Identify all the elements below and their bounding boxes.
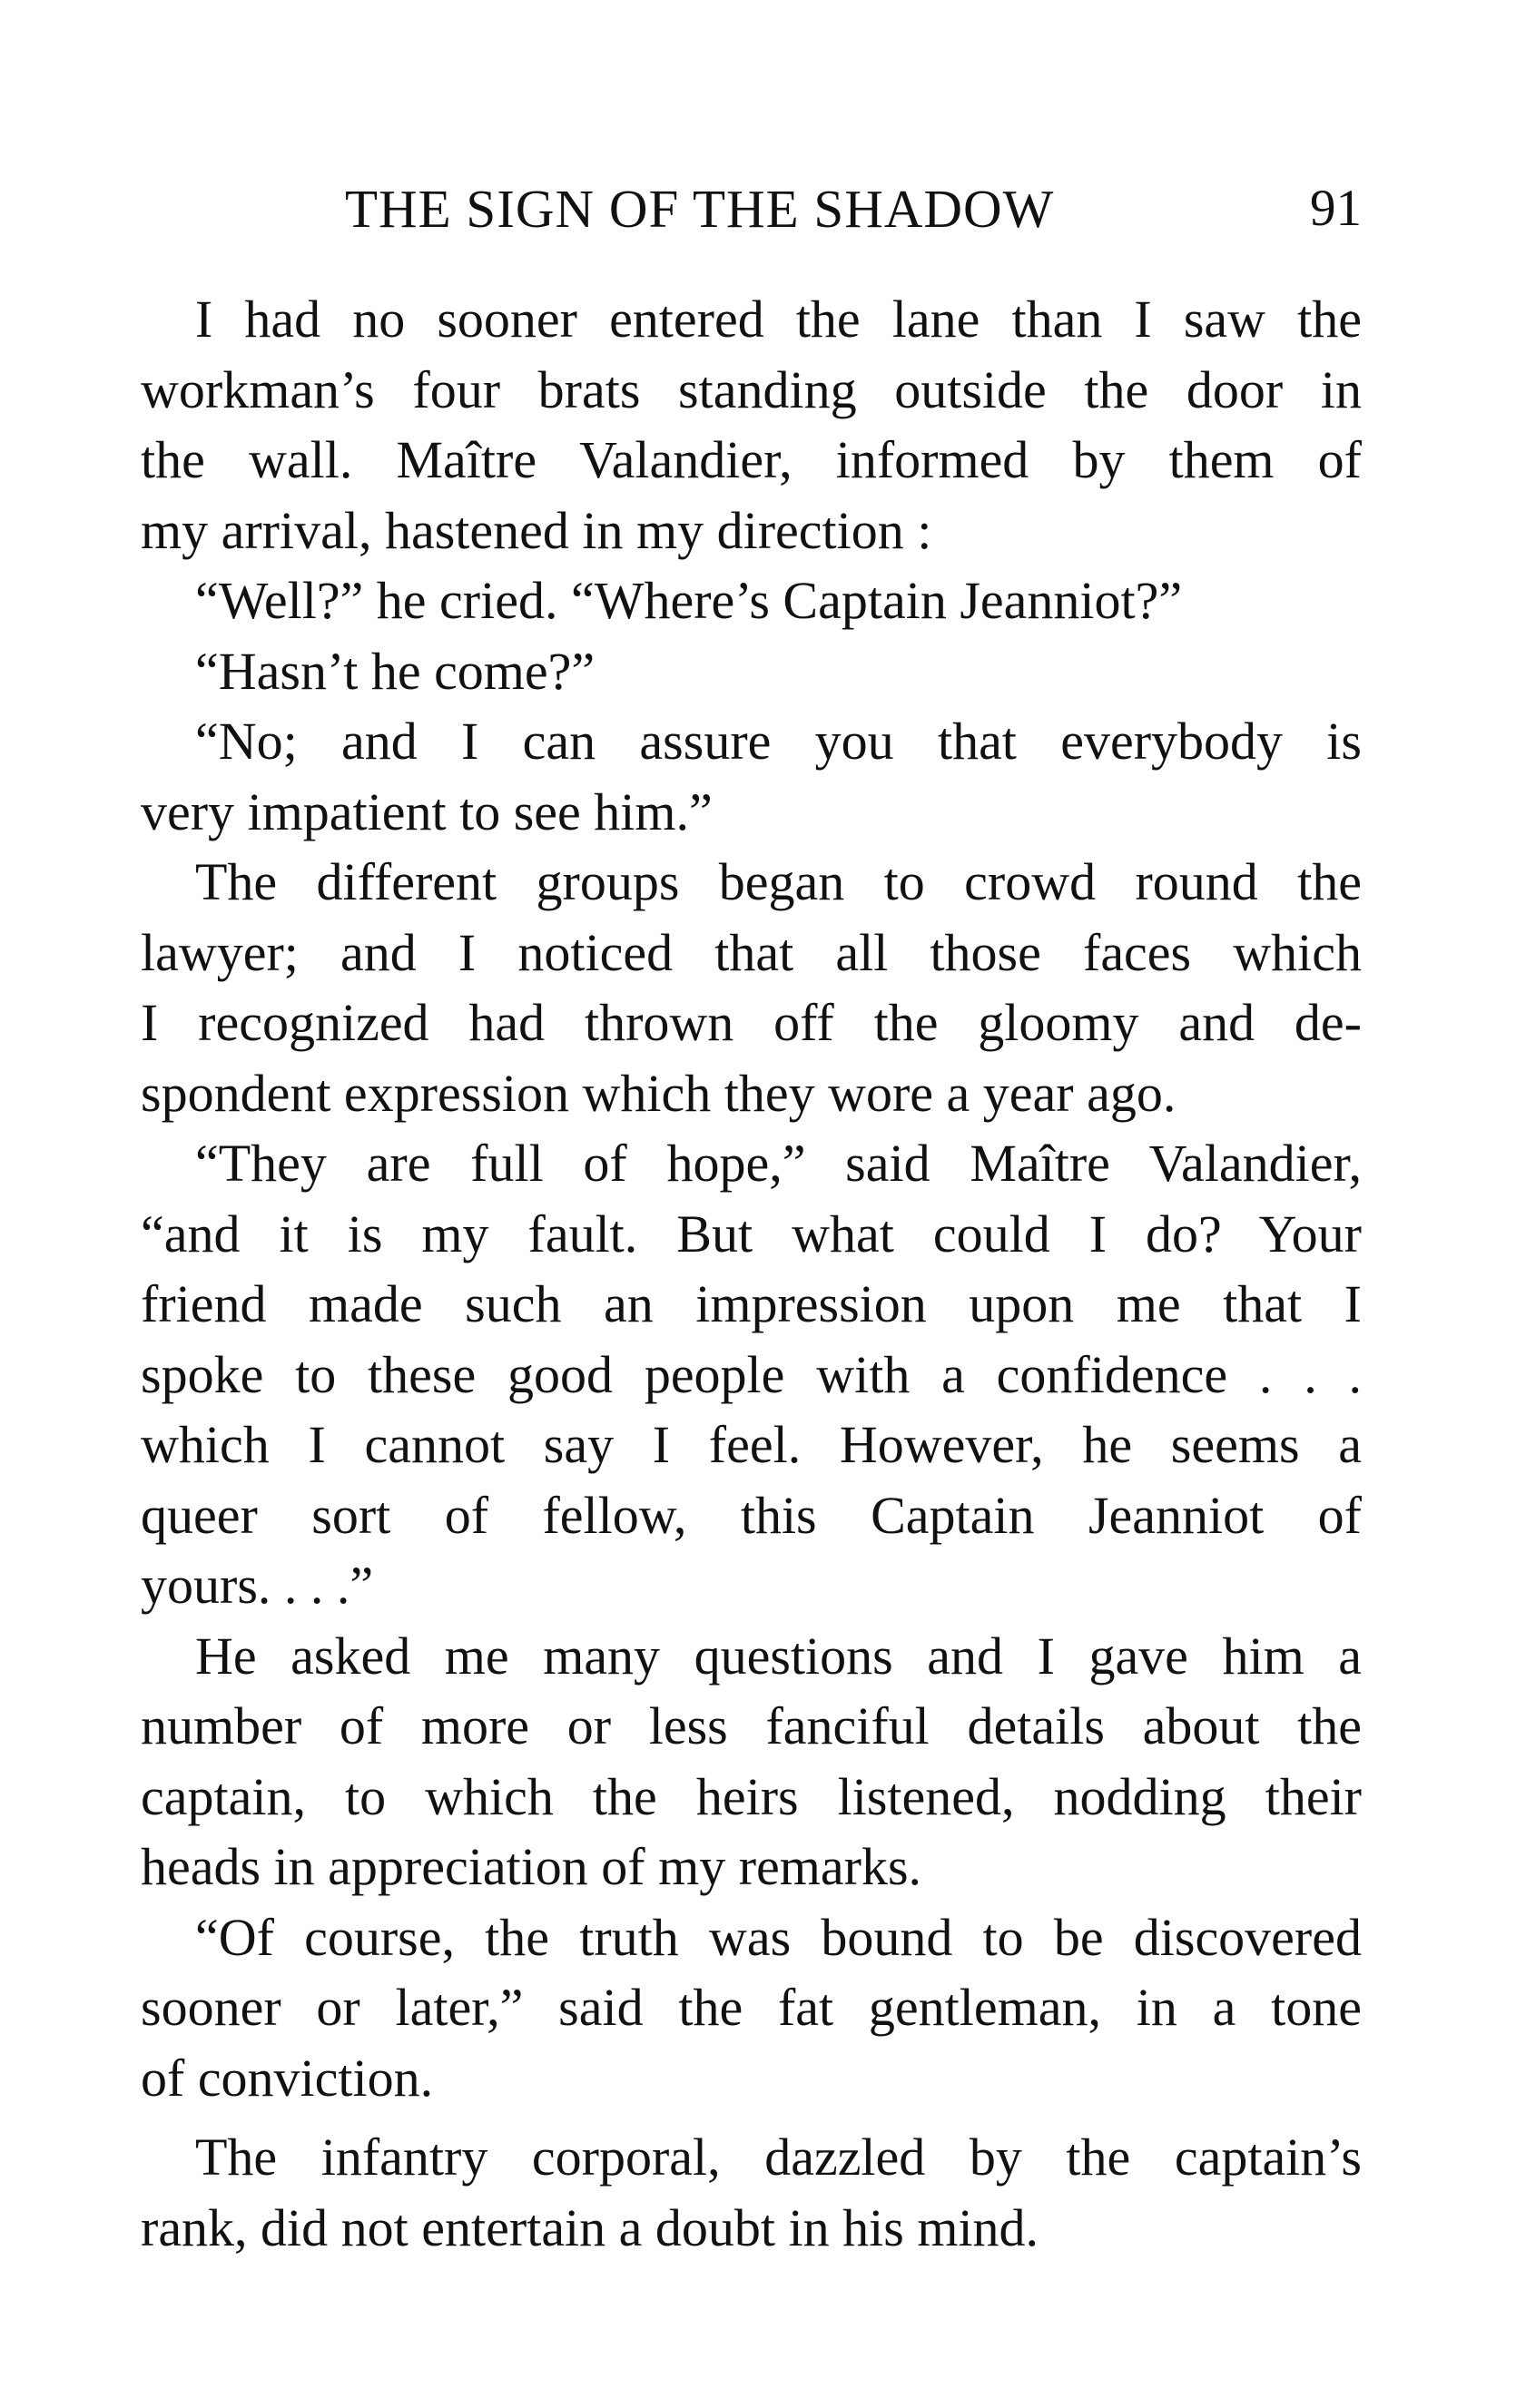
text-line: sooner or later,” said the fat gentleman, in a tone [141, 1978, 1362, 2037]
running-title: THE SIGN OF THE SHADOW [345, 179, 1055, 239]
text-line: queer sort of fellow, this Captain Jeanniot of [141, 1485, 1362, 1545]
text-line: “No; and I can assure you that everybody is [195, 712, 1362, 771]
text-line: the wall. Maître Valandier, informed by them of [141, 430, 1362, 489]
text-line: workman’s four brats standing outside the door in [141, 359, 1362, 419]
text-line: “They are full of hope,” said Maître Valandier, [195, 1134, 1362, 1193]
text-line: number of more or less fanciful details about the [141, 1696, 1362, 1755]
paragraph-of-course [141, 1902, 1362, 2114]
text-line: of conviction. [141, 2048, 434, 2108]
text-line: which I cannot say I feel. However, he seems a [141, 1415, 1362, 1474]
text-line: lawyer; and I noticed that all those faces which [141, 922, 1362, 982]
text-line: rank, did not entertain a doubt in his mind. [141, 2197, 1039, 2257]
text-line: The infantry corporal, dazzled by the captain’s [195, 2128, 1362, 2187]
paragraph-gap [141, 2113, 1362, 2122]
text-line: friend made such an impression upon me that I [141, 1274, 1362, 1333]
paragraph-dialogue-well [141, 565, 1362, 636]
text-line: “Well?” he cried. “Where’s Captain Jeanniot?” [195, 571, 1183, 630]
paragraph-groups-crowd [141, 847, 1362, 1128]
text-line: very impatient to see him.” [141, 781, 713, 841]
paragraph-dialogue-no [141, 706, 1362, 847]
paragraph-infantry-corporal [141, 2122, 1362, 2263]
text-line: my arrival, hastened in my direction : [141, 500, 932, 560]
text-line: I had no sooner entered the lane than I saw the [195, 290, 1362, 349]
text-line: spondent expression which they wore a year ago. [141, 1063, 1176, 1123]
text-line: heads in appreciation of my remarks. [141, 1837, 922, 1896]
running-head [141, 172, 1362, 245]
text-line: yours. . . .” [141, 1556, 374, 1615]
paragraph-questions [141, 1621, 1362, 1902]
paragraph-full-of-hope [141, 1128, 1362, 1621]
paragraph-dialogue-hasnt-he-come [141, 636, 1362, 707]
text-line: “Of course, the truth was bound to be discovered [195, 1907, 1362, 1967]
page-number: 91 [1310, 180, 1362, 237]
body-text [141, 284, 1362, 2263]
text-line: “Hasn’t he come?” [195, 641, 596, 701]
text-line: captain, to which the heirs listened, nodding their [141, 1766, 1362, 1826]
paragraph-lane-arrival [141, 284, 1362, 565]
text-line: He asked me many questions and I gave him a [195, 1626, 1362, 1686]
text-line: “and it is my fault. But what could I do? Your [141, 1204, 1362, 1263]
text-line: The different groups began to crowd round the [195, 852, 1362, 911]
text-line: I recognized had thrown off the gloomy and de- [141, 993, 1362, 1052]
text-line: spoke to these good people with a confidence . . . [141, 1344, 1362, 1404]
